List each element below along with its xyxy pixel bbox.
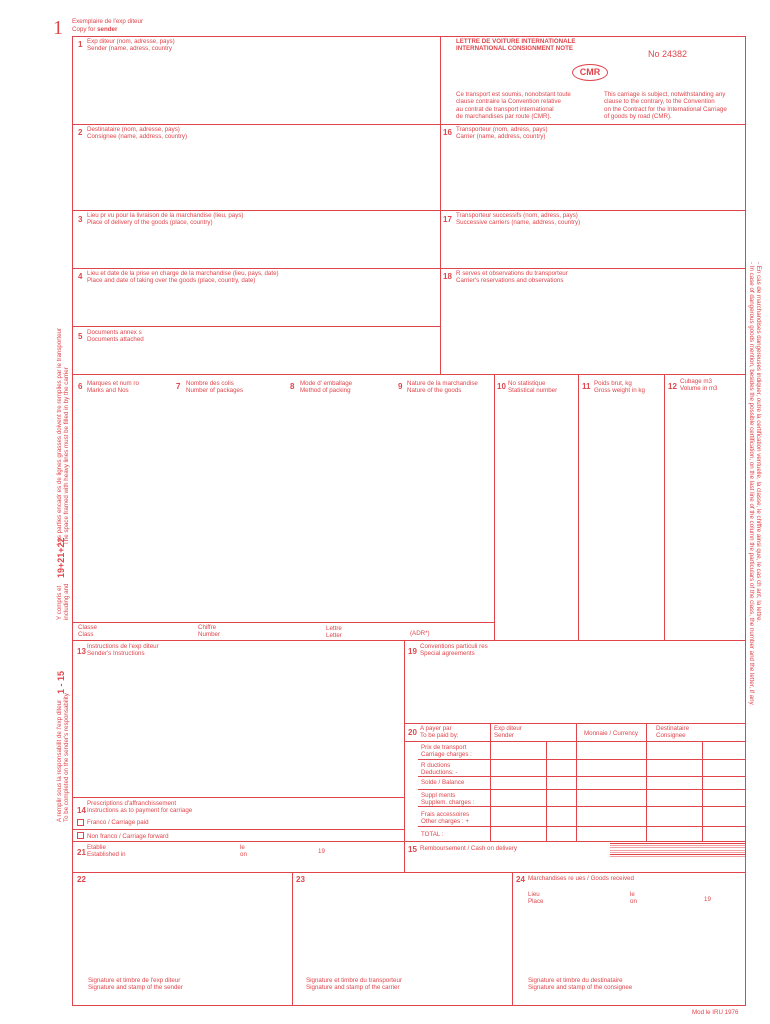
charge-row-deductions: R ductions Deductions: - — [421, 762, 458, 777]
box-23-signature-label: Signature et timbre du transporteur Signature and stamp of the carrier — [306, 977, 402, 992]
margin-left-range-1-15: 1 - 15 — [56, 670, 66, 694]
col-7-label: Nombre des colis Number of packages — [186, 380, 244, 395]
sender-column-label: Exp diteur Sender — [494, 725, 522, 740]
col-6-label: Marques et num ro Marks and Nos — [87, 380, 139, 395]
box-15-number: 15 — [408, 845, 417, 854]
margin-left-heavy-lines: Les parties encadr es de lignes grasses doivent tre remplies par le transporteur The space framed with heavy lines must be filled in by the carrier — [56, 327, 71, 545]
franco-checkbox[interactable] — [77, 819, 84, 826]
box-1-label: Exp diteur (nom, adresse, pays) Sender (name, adress, country — [87, 38, 175, 53]
consignee-column-label: Destinataire Consignee — [656, 725, 690, 740]
document-number: No 24382 — [648, 49, 688, 59]
col-12-number: 12 — [668, 382, 677, 391]
chiffre-label: Chiffre Number — [198, 624, 221, 639]
box-24-title: Marchandises re ues / Goods received — [528, 875, 634, 882]
col-9-label: Nature de la marchandise Nature of the goods — [407, 380, 478, 395]
box-16-label: Transporteur (nom, adress, pays) Carrier (name, address, country) — [456, 126, 548, 141]
charge-row-carriage: Prix de transport Carriage charges : — [421, 744, 472, 759]
margin-left-range-19-21-22: 19+21+22 — [56, 537, 66, 578]
box-18-label: R serves et observations du transporteur Carrier's reservations and observations — [456, 270, 568, 285]
box-13-number: 13 — [77, 647, 86, 656]
col-10-label: No statistique Statistical number — [508, 380, 558, 395]
col-11-number: 11 — [582, 382, 591, 391]
box-20-number: 20 — [408, 728, 417, 737]
classe-label: Classe Class — [78, 624, 97, 639]
box-13-label: Instructions de l'exp diteur Sender's Instructions — [87, 643, 159, 658]
title-fr: LETTRE DE VOITURE INTERNATIONALE — [456, 38, 576, 45]
box-22-signature-label: Signature et timbre de l'exp diteur Signature and stamp of the sender — [88, 977, 183, 992]
box-16-number: 16 — [443, 128, 452, 137]
box-3-label: Lieu pr vu pour la livraison de la marchandise (lieu, pays) Place of delivery of the goods (place, country) — [87, 212, 244, 227]
col-9-number: 9 — [398, 382, 403, 391]
cmr-logo: CMR — [572, 64, 608, 81]
box-24-place-label: Lieu Place — [528, 891, 544, 906]
currency-column-label: Monnaie / Currency — [584, 730, 638, 737]
box-2-label: Destinataire (nom, adresse, pays) Consignee (name, address, country) — [87, 126, 188, 141]
col-6-number: 6 — [78, 382, 83, 391]
charge-row-total: TOTAL : — [421, 831, 444, 838]
legal-text-en: This carriage is subject, notwithstanding any clause to the contrary, to the Convention on the Contract for the International Carriage of goods by road (CMR). — [604, 91, 727, 121]
box-4-label: Lieu et date de la prise en charge de la marchandise (lieu, pays, date) Place and date of taking over the goods (place, country, date) — [87, 270, 279, 285]
cash-on-delivery-hatch — [610, 843, 746, 857]
lettre-label: Lettre Letter — [326, 625, 342, 640]
adr-label: (ADR*) — [410, 630, 430, 637]
box-17-number: 17 — [443, 215, 452, 224]
box-24-signature-label: Signature et timbre du destinataire Signature and stamp of the consignee — [528, 977, 633, 992]
box-2-number: 2 — [78, 128, 83, 137]
box-21-number: 21 — [77, 848, 86, 857]
model-label: Mod le IRU 1976 — [692, 1009, 739, 1016]
margin-left-including: Y compris et including and — [56, 583, 71, 620]
non-franco-checkbox[interactable] — [77, 832, 84, 839]
box-4-number: 4 — [78, 272, 83, 281]
col-8-label: Mode d' emballage Method of packing — [300, 380, 353, 395]
legal-text-fr: Ce transport est soumis, nonobstant toute clause contraire la Convention relative au contrat de transport international de marchandises par route (CMR). — [456, 91, 571, 121]
title-en: INTERNATIONAL CONSIGNMENT NOTE — [456, 45, 573, 52]
box-1-number: 1 — [78, 40, 83, 49]
box-22-number: 22 — [77, 875, 86, 884]
charge-row-supplements: Suppl ments Supplem. charges : — [421, 792, 475, 807]
col-7-number: 7 — [176, 382, 181, 391]
col-11-label: Poids brut, kg Gross weight in kg — [594, 380, 645, 395]
box-17-label: Transporteur successifs (nom, adress, pays) Successive carriers (name, address, country) — [456, 212, 581, 227]
box-23-number: 23 — [296, 875, 305, 884]
box-21-label: Etablie Established in — [87, 844, 126, 859]
box-21-date-label: le on — [240, 844, 247, 859]
charge-row-other: Frais accessoires Other charges : + — [421, 811, 470, 826]
margin-right-dangerous-goods: - En cas de marchandises dangereuses indiquer, outre la certification ventuelle, la classe, le chiffre ainsi que, le cas ch ant, la lettre. - In case of dangerous goods mention, besides the possible certification, on the last line of the column the particulars of the class, the number and the letter, if any. — [747, 262, 762, 706]
box-18-number: 18 — [443, 272, 452, 281]
copy-label-fr: Exemplaire de l'exp diteur — [72, 18, 143, 25]
box-24-number: 24 — [516, 875, 525, 884]
col-8-number: 8 — [290, 382, 295, 391]
box-5-label: Documents annex s Documents attached — [87, 329, 144, 344]
box-19-number: 19 — [408, 647, 417, 656]
box-3-number: 3 — [78, 215, 83, 224]
box-20-label: A payer par To be paid by: — [420, 725, 459, 740]
box-5-number: 5 — [78, 332, 83, 341]
box-24-year: 19 — [704, 896, 711, 903]
box-15-label: Remboursement / Cash on delivery — [420, 845, 517, 852]
box-24-date-label: le on — [630, 891, 637, 906]
box-19-label: Conventions particuli res Special agreements — [420, 643, 488, 658]
charge-row-balance: Solde / Balance — [421, 779, 465, 786]
box-14-label: Prescriptions d'affranchissement Instructions as to payment for carriage — [87, 800, 193, 815]
non-franco-label: Non franco / Carriage forward — [87, 833, 169, 840]
form-frame — [72, 36, 746, 1006]
col-12-label: Cubage m3 Volume in m3 — [680, 378, 718, 393]
box-21-year: 19 — [318, 848, 325, 855]
franco-label: Franco / Carriage paid — [87, 819, 149, 826]
box-14-number: 14 — [77, 806, 86, 815]
copy-label-en: Copy for sender — [72, 26, 118, 33]
copy-number: 1 — [53, 17, 63, 39]
col-10-number: 10 — [497, 382, 506, 391]
margin-left-responsibility: A remplir sous la responsabilit de l'exp diteur To be completed on the sender's responsability — [56, 693, 71, 822]
